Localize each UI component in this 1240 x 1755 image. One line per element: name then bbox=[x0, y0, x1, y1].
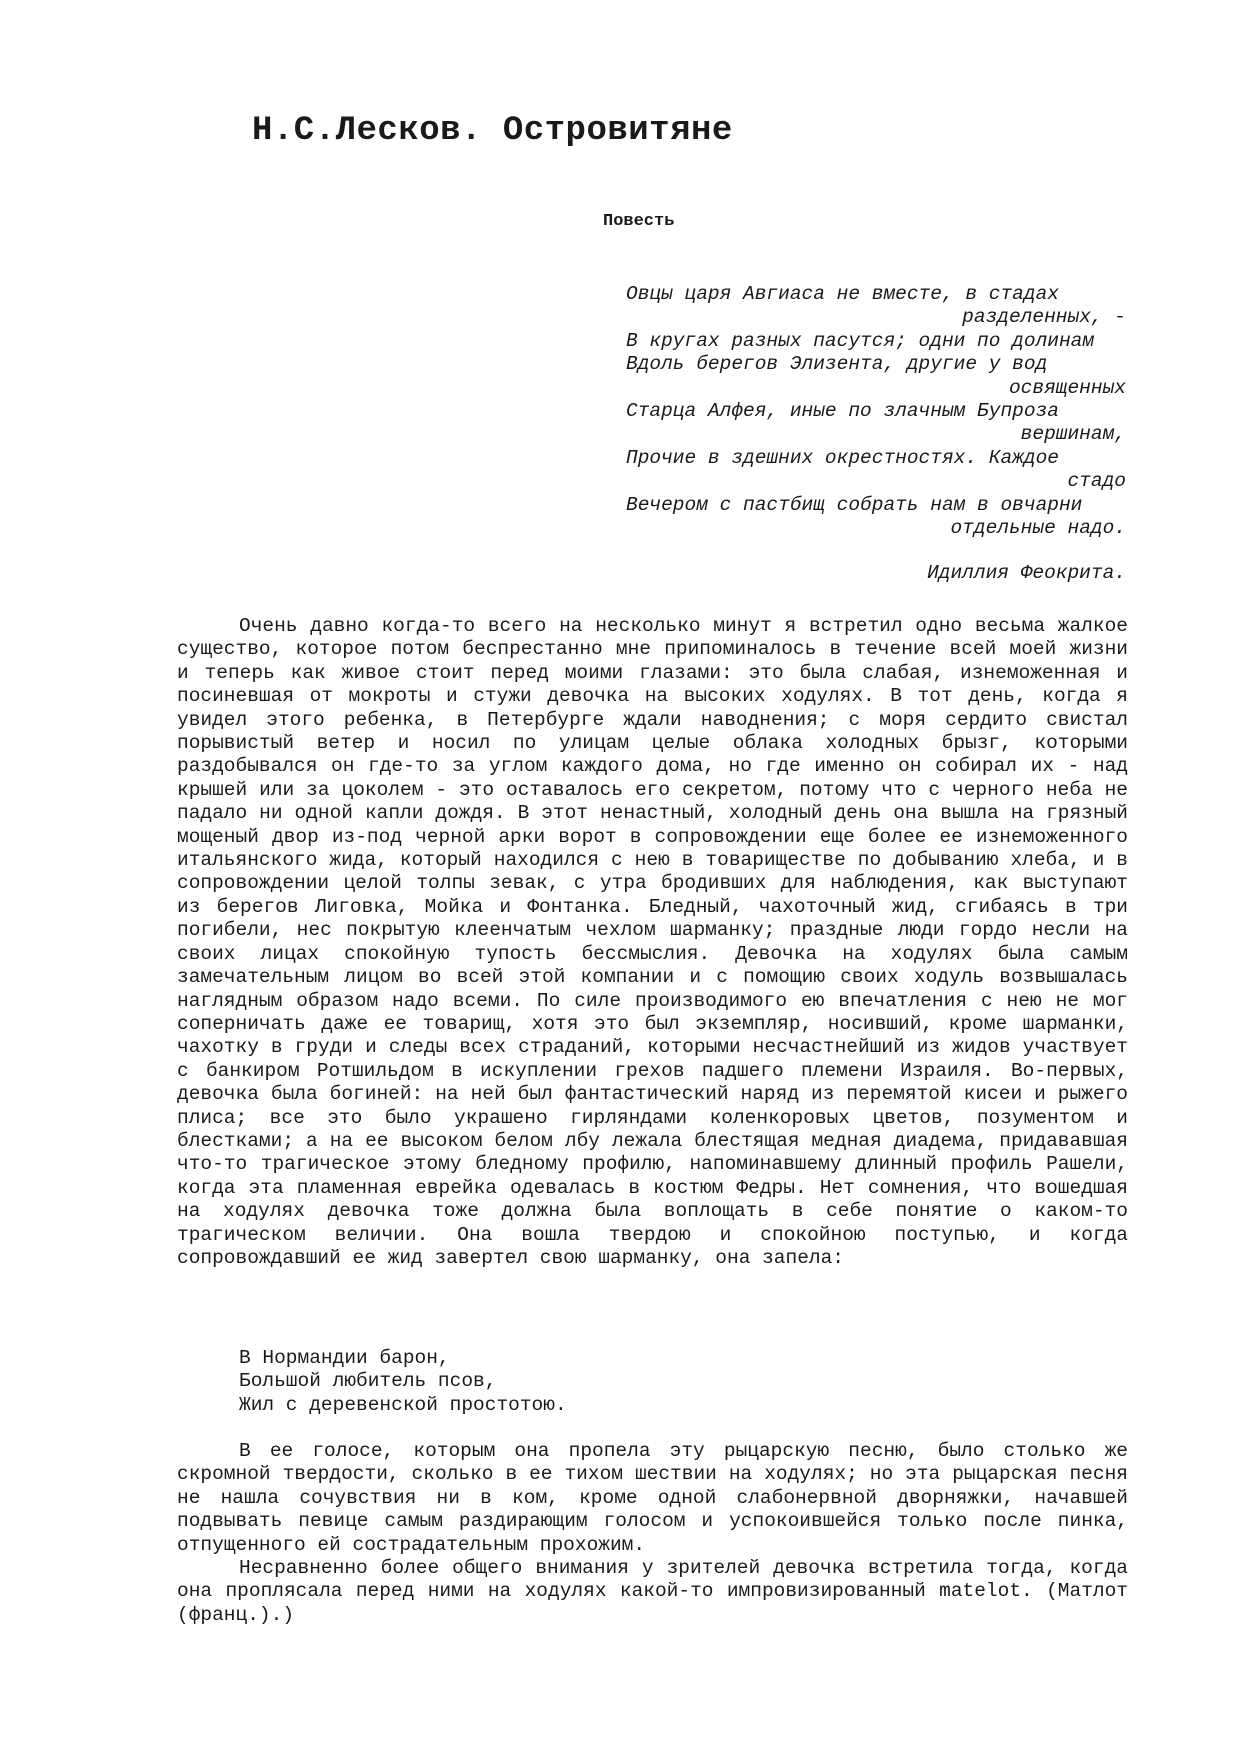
document-subtitle: Повесть bbox=[603, 212, 675, 231]
epigraph-source: Идиллия Феокрита. bbox=[927, 562, 1126, 585]
body-paragraph-3: Несравненно более общего внимания у зрителей девочка встретила тогда, когда она проплясала перед ними на ходулях какой-то импровизированный matelot. (Матлот (франц.).) bbox=[177, 1557, 1128, 1626]
epigraph bbox=[626, 283, 1126, 586]
epigraph-line: Вдоль берегов Элизента, другие у вод bbox=[626, 353, 1048, 376]
epigraph-line: отдельные надо. bbox=[950, 517, 1126, 540]
epigraph-line: Вечером с пастбищ собрать нам в овчарни bbox=[626, 493, 1083, 516]
document-title: Н.С.Лесков. Островитяне bbox=[252, 112, 733, 150]
body-paragraph-1: Очень давно когда-то всего на несколько минут я встретил одно весьма жалкое существо, которое потом беспрестанно мне припоминалось в течение всей моей жизни и теперь как живое стоит перед моими глазами: это была слабая, изнеможенная и посиневшая от мокроты и стужи девочка на высоких ходулях. В тот день, когда я увидел этого ребенка, в Петербурге ждали наводнения; с моря сердито свистал порывистый ветер и носил по улицам целые облака холодных брызг, которыми раздобывался он где-то за углом каждого дома, но где именно он собирал их - над крышей или за цоколем - это оставалось его секретом, потому что с черного неба не падало ни одной капли дождя. В этот ненастный, холодный день она вышла на грязный мощеный двор из-под черной арки ворот в сопровождении еще более ее изнеможенного итальянского жида, который находился с нею в товариществе по добыванию хлеба, и в сопровождении целой толпы зевак, с утра бродивших для наблюдения, как выступают из берегов Лиговка, Мойка и Фонтанка. Бледный, чахоточный жид, сгибаясь в три погибели, нес покрытую клеенчатым чехлом шарманку; праздные люди гордо несли на своих лицах спокойную тупость бессмыслия. Девочка на ходулях была самым замечательным лицом во всей этой компании и с помощию своих ходуль возвышалась наглядным образом надо всеми. По силе производимого ею впечатления с нею не мог соперничать даже ее товарищ, хотя это был экземпляр, носивший, кроме шарманки, чахотку в груди и следы всех страданий, которыми несчастнейший из жидов участвует с банкиром Ротшильдом в искуплении грехов падшего племени Израиля. Во-первых, девочка была богиней: на ней был фантастический наряд из перемятой кисеи и рыжего плиса; все это было украшено гирляндами коленкоровых цветов, позументом и блестками; а на ее высоком белом лбу лежала блестящая медная диадема, придававшая что-то трагическое этому бледному профилю, напоминавшему длинный профиль Рашели, когда эта пламенная еврейка одевалась в костюм Федры. Нет сомнения, что вошедшая на ходулях девочка тоже должна была воплощать в себе понятие о каком-то трагическом величии. Она вошла твердою и спокойною поступью, и когда сопровождавший ее жид завертел свою шарманку, она запела: bbox=[177, 615, 1128, 1269]
epigraph-line: вершинам, bbox=[1020, 423, 1126, 446]
song-verse bbox=[239, 1347, 567, 1417]
song-line: Жил с деревенской простотою. bbox=[239, 1393, 567, 1416]
body-continuation bbox=[177, 1440, 1128, 1627]
epigraph-line: стадо bbox=[1067, 470, 1126, 493]
epigraph-line: Овцы царя Авгиаса не вместе, в стадах bbox=[626, 283, 1059, 305]
body-paragraph-2: В ее голосе, которым она пропела эту рыцарскую песню, было столько же скромной твердости, сколько в ее тихом шествии на ходулях; но эта рыцарская песня не нашла сочувствия ни в ком, кроме одной слабонервной дворняжки, начавшей подвывать певице самым раздирающим голосом и успокоившейся только после пинка, отпущенного ей сострадательным прохожим. bbox=[177, 1440, 1128, 1556]
epigraph-line: разделенных, - bbox=[962, 306, 1126, 329]
epigraph-line: освященных bbox=[1008, 376, 1126, 399]
epigraph-line: Прочие в здешних окрестностях. Каждое bbox=[626, 446, 1059, 469]
song-line: В Нормандии барон, bbox=[239, 1347, 450, 1369]
epigraph-line: В кругах разных пасутся; одни по долинам bbox=[626, 329, 1095, 352]
epigraph-line: Старца Алфея, иные по злачным Бупроза bbox=[626, 400, 1059, 423]
song-line: Большой любитель псов, bbox=[239, 1370, 497, 1393]
